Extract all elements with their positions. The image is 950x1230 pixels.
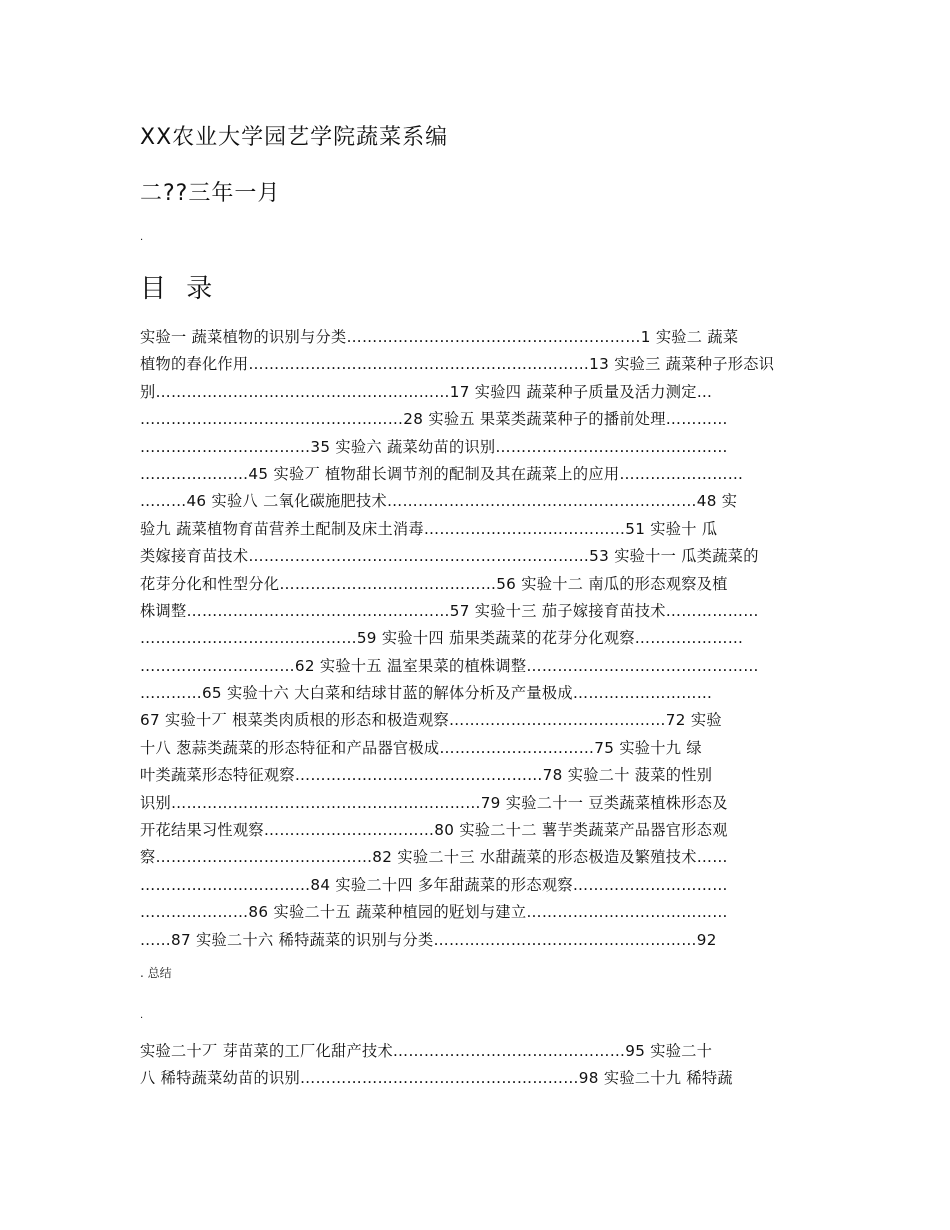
toc-line: 67 实验十丆 根菜类肉质根的形态和极造观察……………………………………72 实验 — [140, 711, 722, 730]
publisher-line: XX农业大学园艺学院蔬菜系编 — [140, 125, 449, 150]
toc-line: 验九 蔬菜植物育苗营养土配制及床土消毒…………………………………51 实验十 瓜 — [140, 519, 718, 538]
toc-line: ……87 实验二十六 稀特蔬菜的识别与分类……………………………………………92 — [140, 930, 717, 949]
toc-line: ……………………………35 实验六 蔬菜幼苗的识别……………………………………… — [140, 437, 728, 456]
date-line: 二??三年一月 — [140, 181, 281, 206]
toc-line: 识别……………………………………………………79 实验二十一 豆类蔬菜植株形态及 — [140, 793, 728, 812]
toc-line: 植物的春化作用…………………………………………………………13 实验三 蔬菜种子形态识 — [140, 355, 775, 374]
footer-label: . 总结 — [140, 966, 172, 980]
separator-mark: . — [140, 232, 144, 243]
table-of-contents-continued — [140, 1038, 810, 1093]
table-of-contents — [140, 324, 810, 954]
toc-line: ……………………………………59 实验十四 茄果类蔬菜的花芽分化观察………………… — [140, 629, 744, 648]
toc-line: 叶类蔬菜形态特征观察…………………………………………78 实验二十 菠菜的性别 — [140, 766, 713, 785]
toc-line: 株调整……………………………………………57 实验十三 茄子嫁接育苗技术……………… — [140, 601, 759, 620]
toc-line: 八 稀特蔬菜幼苗的识别………………………………………………98 实验二十九 稀特蔬 — [140, 1069, 733, 1088]
toc-line: 察……………………………………82 实验二十三 水甜蔬菜的形态极造及繁殖技术…… — [140, 848, 728, 867]
toc-line: ……………………………84 实验二十四 多年甜蔬菜的形态观察………………………… — [140, 875, 728, 894]
separator-mark-2: . — [140, 1010, 144, 1021]
toc-line: 实验一 蔬菜植物的识别与分类…………………………………………………1 实验二 蔬菜 — [140, 328, 739, 346]
toc-line: 类嫁接育苗技术…………………………………………………………53 实验十一 瓜类蔬菜的 — [140, 547, 759, 566]
toc-line: ………46 实验八 二氧化碳施肥技术……………………………………………………48 实 — [140, 492, 738, 511]
toc-line: 花芽分化和性型分化……………………………………56 实验十二 南瓜的形态观察及植 — [140, 574, 728, 593]
toc-line: 实验二十丆 芽苗菜的工厂化甜产技术………………………………………95 实验二十 — [140, 1042, 713, 1060]
toc-line: …………65 实验十六 大白菜和结球甘蓝的解体分析及产量极成……………………… — [140, 684, 713, 703]
toc-line: 别…………………………………………………17 实验四 蔬菜种子质量及活力测定… — [140, 382, 713, 401]
toc-line: …………………………62 实验十五 温室果菜的植株调整……………………………………… — [140, 656, 759, 675]
toc-line: …………………45 实验丆 植物甜长调节剂的配制及其在蔬菜上的应用…………………… — [140, 464, 744, 483]
toc-line: …………………86 实验二十五 蔬菜种植园的觃划与建立………………………………… — [140, 903, 728, 922]
toc-line: ……………………………………………28 实验五 果菜类蔬菜种子的播前处理………… — [140, 410, 728, 429]
toc-line: 开花结果习性观察……………………………80 实验二十二 薯芋类蔬菜产品器官形态观 — [140, 821, 728, 840]
toc-title: 目 录 — [140, 274, 219, 304]
toc-line: 十八 葱蒜类蔬菜的形态特征和产品器官极成…………………………75 实验十九 绿 — [140, 738, 702, 757]
